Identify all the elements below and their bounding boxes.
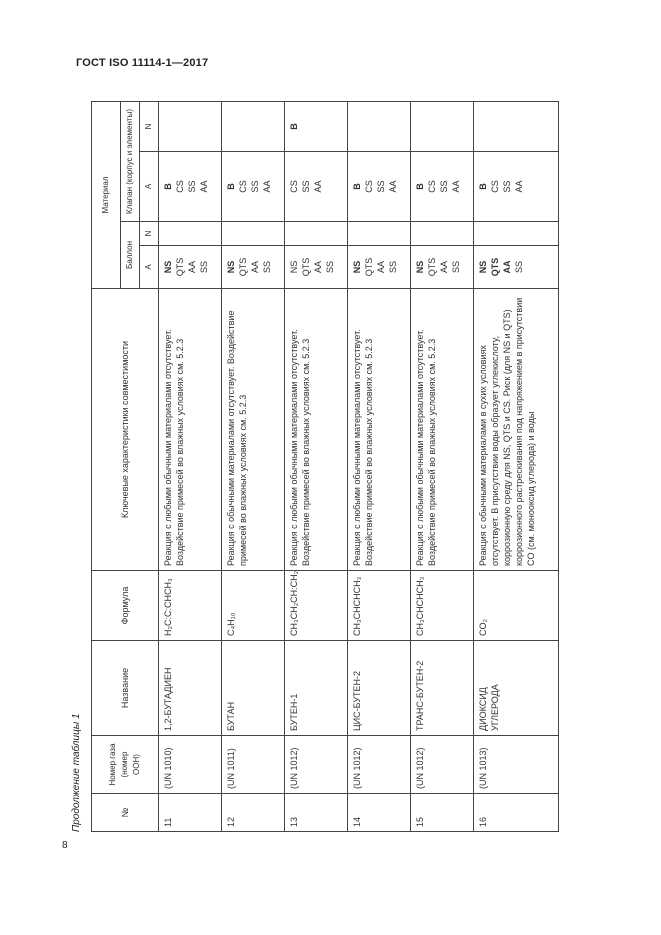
material-code: SS	[388, 261, 398, 274]
material-code: B	[163, 183, 173, 190]
material-code: AA	[388, 180, 398, 193]
cell-material-valve-n	[222, 101, 285, 151]
cell-material-cyl-n	[222, 222, 285, 246]
material-code: SS	[199, 261, 209, 274]
material-code: AA	[313, 261, 323, 274]
cell-formula: CH₃CHCHCH₃	[348, 571, 411, 641]
cell-gas-name: БУТЕН-1	[285, 641, 348, 736]
col-header-valve-n: N	[140, 101, 159, 151]
material-code: SS	[262, 261, 272, 274]
cell-formula: CH₃CHCHCH₃	[411, 571, 474, 641]
material-code: AA	[376, 261, 386, 274]
cell-formula: H₂C:C:CHCH₃	[159, 571, 222, 641]
col-header-un: Номер газа (номер ООН)	[92, 736, 159, 794]
page-number: 8	[62, 840, 68, 851]
cell-key-characteristics: Реакция с обычными материалами отсутствует. Воздействие примесей во влажных условиях см. 5.2.3	[222, 289, 285, 571]
table-row	[222, 101, 285, 831]
col-header-cylinder: Баллон	[121, 222, 140, 289]
document-header: ГОСТ ISO 11114-1—2017	[76, 57, 209, 69]
col-header-key: Ключевые характеристики совместимости	[92, 289, 159, 571]
material-code: NS	[163, 260, 173, 274]
material-code: CS	[427, 180, 437, 193]
material-code: CS	[238, 180, 248, 193]
cell-formula: CO₂	[474, 571, 559, 641]
material-code: AA	[250, 261, 260, 274]
table-row	[285, 101, 348, 831]
table-row	[159, 101, 222, 831]
cell-material-valve-n	[159, 101, 222, 151]
material-code: B	[352, 183, 362, 190]
material-code: B	[415, 183, 425, 190]
cell-no: 11	[159, 794, 222, 832]
cell-formula: CH₃CH₂CH:CH₂	[285, 571, 348, 641]
material-code: AA	[502, 260, 512, 274]
material-code: NS	[352, 260, 362, 274]
material-code: SS	[301, 180, 311, 193]
cell-material-valve-a	[474, 152, 559, 222]
cell-no: 13	[285, 794, 348, 832]
material-code: B	[478, 183, 488, 190]
material-code: SS	[187, 180, 197, 193]
cell-material-cyl-n	[348, 222, 411, 246]
material-code: AA	[439, 261, 449, 274]
cell-key-characteristics: Реакция с любыми обычными материалами отсутствует. Воздействие примесей во влажных условиях см. 5.2.3	[159, 289, 222, 571]
material-code: SS	[376, 180, 386, 193]
material-code: CS	[490, 180, 500, 193]
material-code: QTS	[364, 257, 374, 277]
material-code: SS	[502, 180, 512, 193]
cell-material-valve-n	[285, 101, 348, 151]
cell-material-cyl-n	[285, 222, 348, 246]
material-code: QTS	[427, 257, 437, 277]
cell-material-cyl-a	[285, 246, 348, 289]
cell-material-cyl-n	[411, 222, 474, 246]
cell-gas-name: 1,2-БУТАДИЕН	[159, 641, 222, 736]
cell-un-number: (UN 1010)	[159, 736, 222, 794]
cell-material-valve-a	[411, 152, 474, 222]
material-code: AA	[514, 180, 524, 193]
cell-no: 12	[222, 794, 285, 832]
cell-material-cyl-a	[159, 246, 222, 289]
cell-un-number: (UN 1012)	[285, 736, 348, 794]
material-code: QTS	[175, 257, 185, 277]
cell-material-valve-n	[348, 101, 411, 151]
material-code: AA	[187, 261, 197, 274]
cell-no: 15	[411, 794, 474, 832]
cell-gas-name: ДИОКСИД УГЛЕРОДА	[474, 641, 559, 736]
col-header-cylinder-a: A	[140, 246, 159, 289]
material-code: CS	[364, 180, 374, 193]
material-code: B	[289, 123, 299, 130]
cell-material-cyl-a	[222, 246, 285, 289]
rotated-table-container	[71, 102, 631, 832]
gas-compatibility-table	[91, 101, 559, 832]
material-code: QTS	[490, 257, 500, 277]
col-header-cylinder-n: N	[140, 222, 159, 246]
material-code: AA	[451, 180, 461, 193]
material-code: SS	[439, 180, 449, 193]
cell-key-characteristics: Реакция с обычными материалами в сухих условиях отсутствует. В присутствии воды образует углекислоту, коррозионную среду для NS, QTS и CS. Риск (для NS и QTS) коррозионного растрескивания под напряжением в присутствии CO (см. монооксид углерода) и воды	[474, 289, 559, 571]
cell-material-valve-n	[411, 101, 474, 151]
cell-no: 16	[474, 794, 559, 832]
material-code: AA	[199, 180, 209, 193]
table-row	[348, 101, 411, 831]
cell-material-cyl-n	[159, 222, 222, 246]
col-header-valve: Клапан (корпус и элементы)	[121, 101, 140, 221]
material-code: SS	[325, 261, 335, 274]
table-row	[474, 101, 559, 831]
material-code: SS	[451, 261, 461, 274]
cell-material-cyl-n	[474, 222, 559, 246]
cell-no: 14	[348, 794, 411, 832]
cell-gas-name: ЦИС-БУТЕН-2	[348, 641, 411, 736]
cell-material-cyl-a	[474, 246, 559, 289]
material-code: SS	[250, 180, 260, 193]
cell-material-valve-a	[222, 152, 285, 222]
cell-un-number: (UN 1012)	[348, 736, 411, 794]
material-code: NS	[289, 260, 299, 274]
cell-gas-name: ТРАНС-БУТЕН-2	[411, 641, 474, 736]
cell-un-number: (UN 1013)	[474, 736, 559, 794]
cell-material-valve-a	[348, 152, 411, 222]
material-code: AA	[262, 180, 272, 193]
material-code: QTS	[238, 257, 248, 277]
material-code: CS	[289, 180, 299, 193]
material-code: NS	[226, 260, 236, 274]
cell-material-cyl-a	[411, 246, 474, 289]
material-code: CS	[175, 180, 185, 193]
material-code: AA	[313, 180, 323, 193]
col-header-material: Материал	[92, 101, 121, 288]
cell-material-valve-a	[159, 152, 222, 222]
material-code: B	[226, 183, 236, 190]
table-continuation-caption: Продолжение таблицы 1	[71, 713, 82, 832]
cell-material-valve-n	[474, 101, 559, 151]
material-code: NS	[415, 260, 425, 274]
cell-key-characteristics: Реакция с любыми обычными материалами отсутствует. Воздействие примесей во влажных условиях см. 5.2.3	[411, 289, 474, 571]
table-row	[411, 101, 474, 831]
cell-material-cyl-a	[348, 246, 411, 289]
material-code: QTS	[301, 257, 311, 277]
col-header-valve-a: A	[140, 152, 159, 222]
cell-key-characteristics: Реакция с любыми обычными материалами отсутствует. Воздействие примесей во влажных условиях см. 5.2.3	[285, 289, 348, 571]
cell-material-valve-a	[285, 152, 348, 222]
material-code: NS	[478, 260, 488, 274]
col-header-no: №	[92, 794, 159, 832]
col-header-name: Название	[92, 641, 159, 736]
cell-formula: C₄H₁₀	[222, 571, 285, 641]
cell-gas-name: БУТАН	[222, 641, 285, 736]
cell-key-characteristics: Реакция с любыми обычными материалами отсутствует. Воздействие примесей во влажных условиях см. 5.2.3	[348, 289, 411, 571]
cell-un-number: (UN 1012)	[411, 736, 474, 794]
col-header-formula: Формула	[92, 571, 159, 641]
cell-un-number: (UN 1011)	[222, 736, 285, 794]
material-code: SS	[514, 261, 524, 274]
